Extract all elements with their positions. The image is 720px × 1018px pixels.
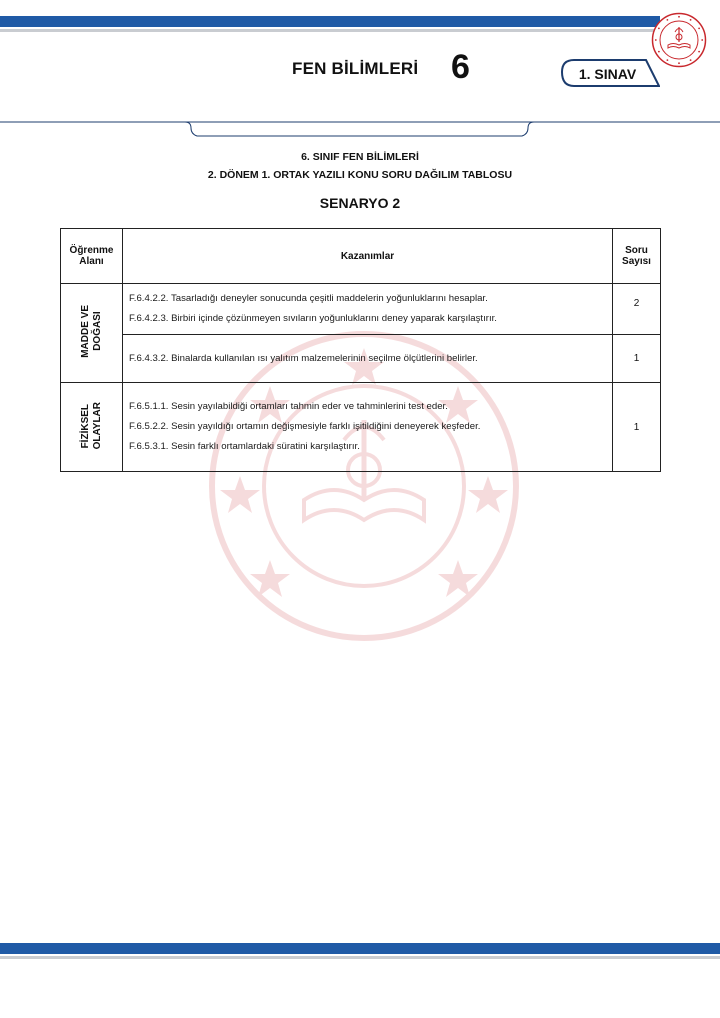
- document-heading-line1: 6. SINIF FEN BİLİMLERİ: [301, 151, 419, 163]
- outcome-item: F.6.4.3.2. Binalarda kullanılan ısı yalıtım malzemelerinin seçilme ölçütlerini belirler.: [129, 352, 478, 364]
- header-outcomes: Kazanımlar: [123, 229, 613, 284]
- bottom-decor-line: [0, 956, 720, 959]
- document-heading-line2: 2. DÖNEM 1. ORTAK YAZILI KONU SORU DAĞILIM TABLOSU: [207, 169, 513, 181]
- outcome-item: F.6.4.2.3. Birbiri içinde çözünmeyen sıvıların yoğunluklarını deney yaparak karşılaştırır.: [129, 313, 497, 324]
- exam-badge: [560, 58, 660, 88]
- table-row: [61, 335, 661, 383]
- outcome-item: F.6.5.3.1. Sesin farklı ortamlardaki süratini karşılaştırır.: [129, 441, 360, 452]
- top-decor-line: [0, 29, 700, 32]
- header-divider: [0, 116, 720, 146]
- outcome-item: F.6.5.1.1. Sesin yayılabildiği ortamları tahmin eder ve tahminlerini test eder.: [129, 401, 448, 412]
- table-header-row: [61, 229, 661, 284]
- scenario-heading: SENARYO 2: [319, 195, 401, 211]
- outcomes-cell: [123, 284, 613, 335]
- header-question-count: Soru Sayısı: [613, 229, 661, 284]
- area-label: FİZİKSEL OLAYLAR: [79, 401, 103, 450]
- area-cell: [61, 284, 123, 383]
- question-count: 1: [613, 383, 661, 472]
- area-label: MADDE VE DOĞASI: [79, 305, 103, 358]
- top-decor-bar: [0, 16, 660, 27]
- bottom-decor-bar: [0, 943, 720, 954]
- table-row: [61, 383, 661, 472]
- outcomes-cell: [123, 383, 613, 472]
- header-learning-area: Öğrenme Alanı: [61, 229, 123, 284]
- grade-number: 6: [451, 48, 470, 86]
- question-count: 2: [613, 284, 661, 335]
- question-count: 1: [613, 335, 661, 383]
- question-distribution-table: [60, 228, 661, 472]
- subject-title: FEN BİLİMLERİ: [292, 59, 419, 78]
- outcome-item: F.6.4.2.2. Tasarladığı deneyler sonucunda çeşitli maddelerin yoğunluklarını hesaplar.: [129, 293, 488, 304]
- outcomes-cell: [123, 335, 613, 383]
- outcome-item: F.6.5.2.2. Sesin yayıldığı ortamın değişmesiyle farklı işitildiğini deneyerek keşfeder.: [129, 421, 481, 432]
- area-cell: [61, 383, 123, 472]
- table-row: [61, 284, 661, 335]
- exam-number-label: 1. SINAV: [578, 66, 637, 82]
